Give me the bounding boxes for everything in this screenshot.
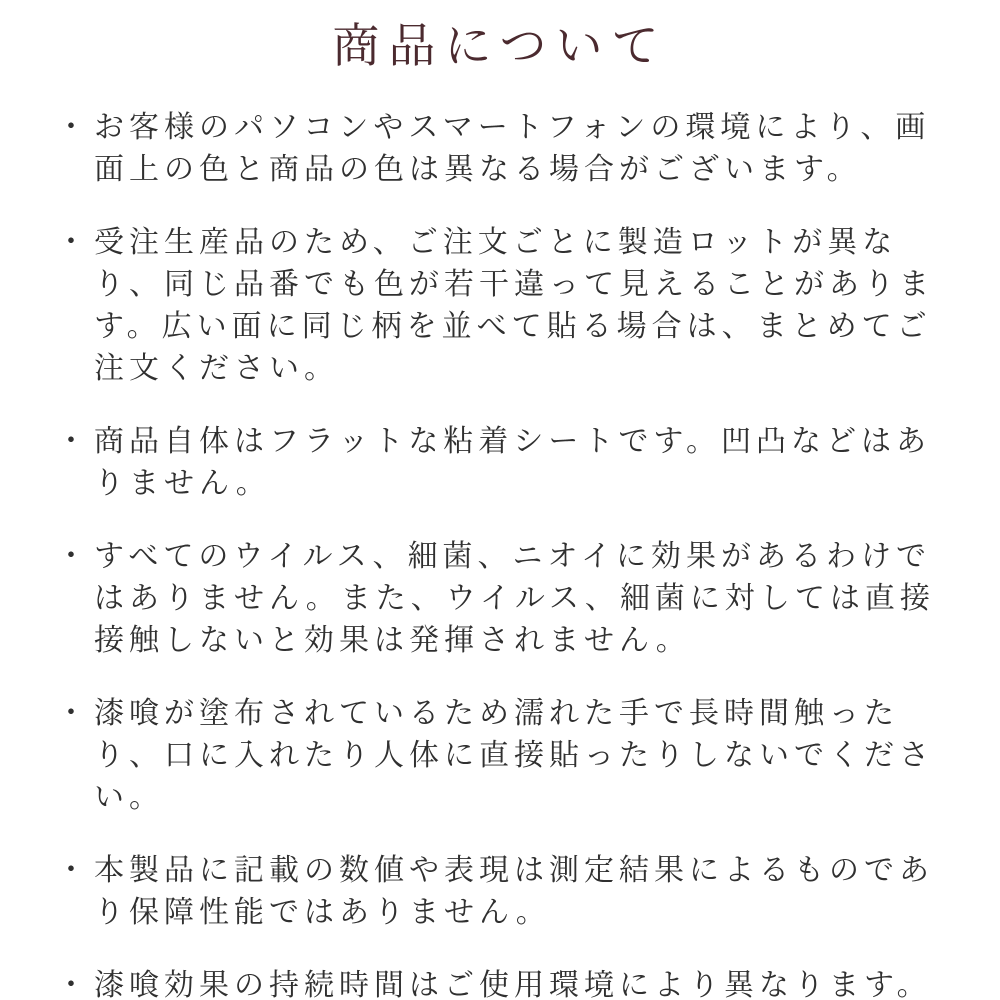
note-item	[56, 421, 938, 505]
bullet-dot-icon: ・	[56, 854, 86, 887]
note-item	[56, 850, 938, 934]
bullet-dot-icon: ・	[56, 697, 86, 730]
note-item	[56, 536, 938, 662]
bullet-dot-icon: ・	[56, 969, 86, 1000]
note-text: 受注生産品のため、ご注文ごとに製造ロットが異なり、同じ品番でも色が若干違って見えることがあります。広い面に同じ柄を並べて貼る場合は、まとめてご注文ください。	[94, 226, 934, 385]
bullet-dot-icon: ・	[56, 226, 86, 259]
bullet-dot-icon: ・	[56, 111, 86, 144]
note-text: 商品自体はフラットな粘着シートです。凹凸などはありません。	[94, 425, 931, 500]
note-text: 漆喰効果の持続時間はご使用環境により異なります。	[94, 969, 932, 1000]
notes-list	[0, 107, 1000, 1000]
note-item	[56, 965, 938, 1000]
bullet-dot-icon: ・	[56, 540, 86, 573]
note-item	[56, 222, 938, 390]
note-text: 漆喰が塗布されているため濡れた手で長時間触ったり、口に入れたり人体に直接貼ったりしないでください。	[94, 697, 934, 814]
note-text: すべてのウイルス、細菌、ニオイに効果があるわけではありません。また、ウイルス、細菌に対しては直接接触しないと効果は発揮されません。	[94, 540, 935, 657]
bullet-dot-icon: ・	[56, 425, 86, 458]
note-item	[56, 693, 938, 819]
note-text: お客様のパソコンやスマートフォンの環境により、画面上の色と商品の色は異なる場合がございます。	[94, 111, 931, 186]
note-text: 本製品に記載の数値や表現は測定結果によるものであり保障性能ではありません。	[94, 854, 934, 929]
page-title: 商品について	[332, 19, 668, 72]
note-item	[56, 107, 938, 191]
